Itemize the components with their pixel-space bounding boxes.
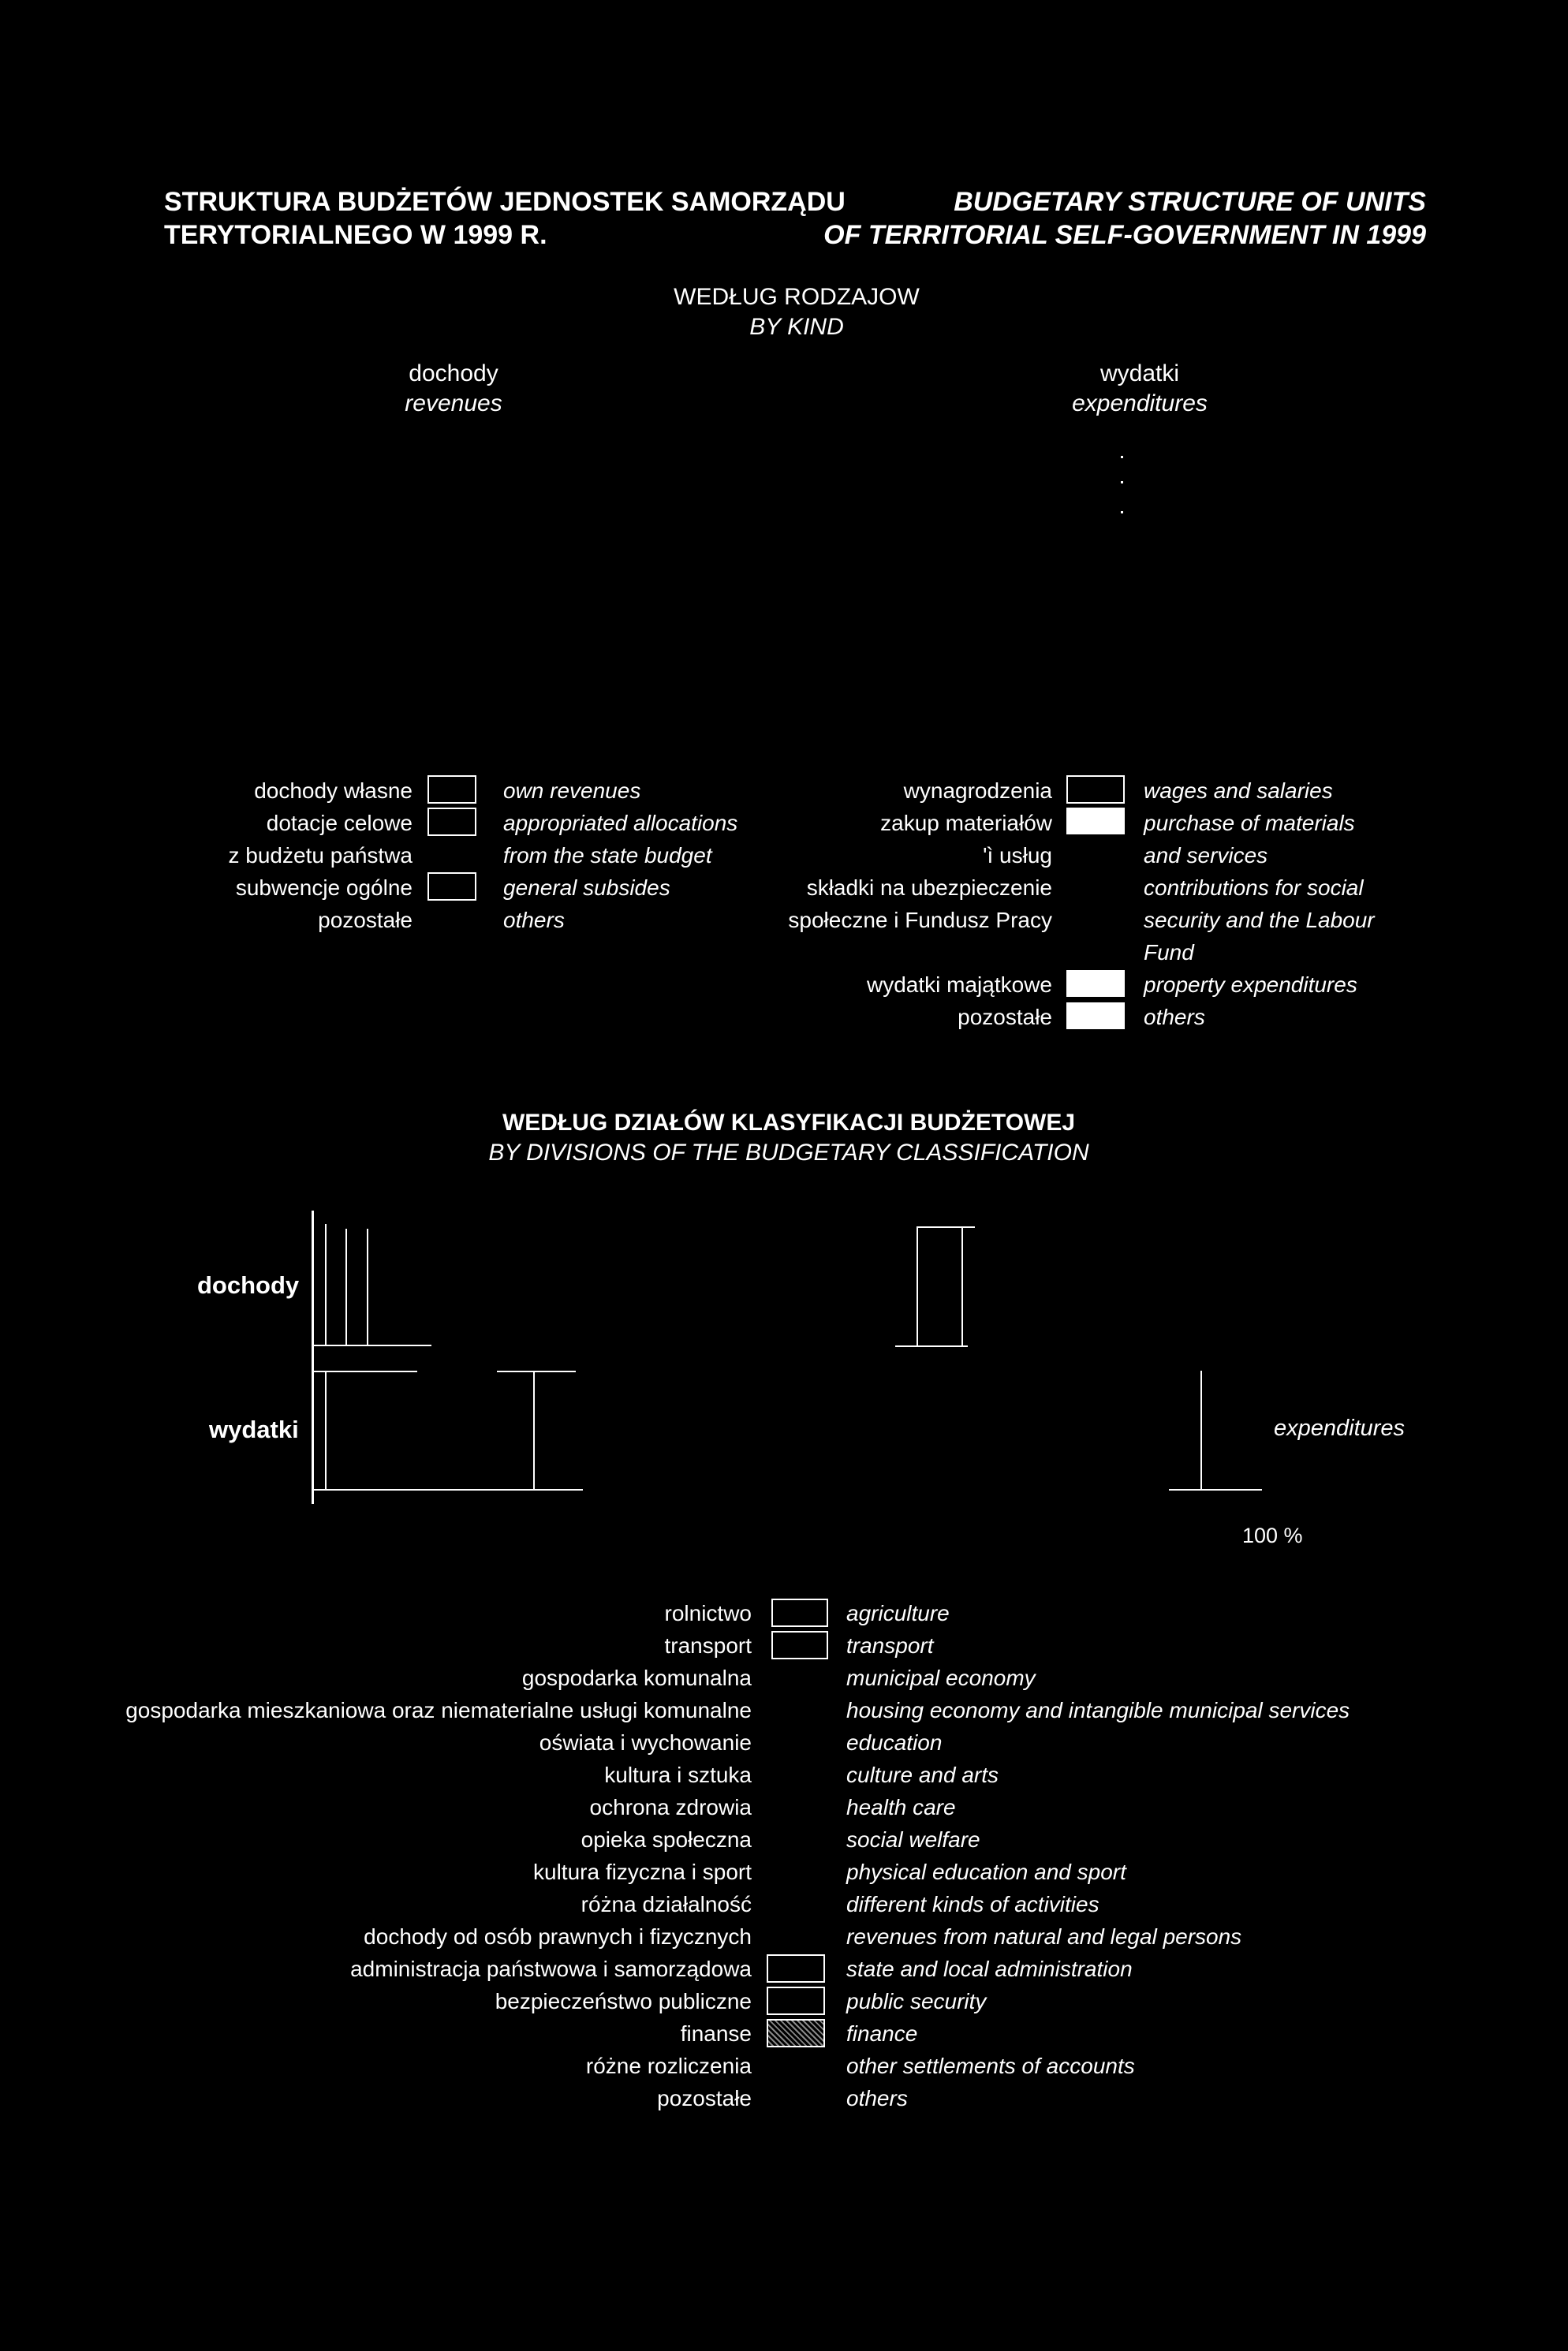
legend-item: purchase of materials <box>1144 811 1355 835</box>
legend-swatch-agriculture <box>771 1599 828 1627</box>
legend-item: zakup materiałów <box>880 811 1052 835</box>
legend-item: dotacje celowe <box>266 811 413 835</box>
legend-swatch-general-subsides <box>427 872 476 901</box>
legend-item: dochody własne <box>254 778 413 803</box>
legend-item: bezpieczeństwo publiczne <box>495 1989 752 2013</box>
bar-edge <box>533 1371 535 1491</box>
title-en-line-1: BUDGETARY STRUCTURE OF UNITS <box>954 187 1426 217</box>
legend-item: security and the Labour <box>1144 908 1375 932</box>
row-label-expenditures: wydatki <box>209 1416 299 1443</box>
bar-edge <box>1200 1371 1202 1491</box>
legend-item: general subsides <box>503 875 670 900</box>
legend-item: opieka społeczna <box>581 1827 752 1852</box>
legend-item: property expenditures <box>1144 972 1357 997</box>
legend-item: other settlements of accounts <box>846 2054 1135 2078</box>
legend-item: municipal economy <box>846 1666 1036 1690</box>
bar-bottom <box>313 1345 431 1346</box>
expenditure-kind-legend-en <box>1144 774 1375 1033</box>
legend-item: społeczne i Fundusz Pracy <box>788 908 1052 932</box>
legend-item: transport <box>846 1633 934 1658</box>
legend-item: physical education and sport <box>846 1860 1126 1884</box>
bar-top <box>497 1371 576 1372</box>
bar-edge <box>325 1371 327 1491</box>
legend-item: ochrona zdrowia <box>589 1795 752 1819</box>
legend-item: education <box>846 1730 943 1755</box>
expenditure-kind-legend-pl <box>788 774 1052 1033</box>
legend-item: pozostałe <box>657 2086 752 2110</box>
legend-swatch-wages <box>1066 775 1125 804</box>
legend-item: różne rozliczenia <box>585 2054 752 2078</box>
legend-item: others <box>503 908 565 932</box>
bar-edge <box>325 1224 327 1345</box>
legend-item: state and local administration <box>846 1957 1133 1981</box>
legend-item: different kinds of activities <box>846 1892 1099 1916</box>
legend-item <box>788 936 1052 968</box>
title-pl-line-1: STRUKTURA BUDŻETÓW JEDNOSTEK SAMORZĄDU <box>164 187 846 217</box>
legend-item: kultura i sztuka <box>604 1763 752 1787</box>
legend-item: social welfare <box>846 1827 980 1852</box>
legend-swatch-transport <box>771 1631 828 1659</box>
revenues-label-pl: dochody <box>409 360 498 386</box>
legend-swatch-appropriated-allocations <box>427 808 476 836</box>
revenue-kind-legend-en <box>503 774 737 936</box>
legend-item: składki na ubezpieczenie <box>806 875 1052 900</box>
legend-item: and services <box>1144 843 1268 868</box>
bar-top <box>917 1226 975 1228</box>
legend-item: wydatki majątkowe <box>867 972 1052 997</box>
legend-swatch-materials <box>1066 808 1125 834</box>
legend-item: pozostałe <box>318 908 413 932</box>
legend-item: finance <box>846 2021 918 2046</box>
expenditures-pie-label <box>1014 359 1266 419</box>
faint-mark <box>1121 481 1123 483</box>
divisions-legend-en <box>846 1597 1350 2114</box>
legend-swatch-administration <box>767 1954 825 1983</box>
legend-item: agriculture <box>846 1601 950 1625</box>
legend-item: contributions for social <box>1144 875 1364 900</box>
legend-item: revenues from natural and legal persons <box>846 1924 1242 1949</box>
legend-item: rolnictwo <box>664 1601 752 1625</box>
legend-swatch-own-revenues <box>427 775 476 804</box>
expenditures-label-en: expenditures <box>1072 390 1208 416</box>
bar-edge <box>917 1226 918 1346</box>
legend-item: Fund <box>1144 940 1194 965</box>
row-label-revenues: dochody <box>197 1271 300 1299</box>
title-en <box>823 185 1426 252</box>
by-kind-heading <box>631 282 962 342</box>
divisions-heading-pl: WEDŁUG DZIAŁÓW KLASYFIKACJI BUDŻETOWEJ <box>502 1110 1076 1136</box>
legend-item: others <box>846 2086 908 2110</box>
bar-top <box>313 1371 417 1372</box>
legend-item: wages and salaries <box>1144 778 1333 803</box>
revenues-pie-label <box>355 359 552 419</box>
legend-swatch-property <box>1066 970 1125 997</box>
revenues-label-en: revenues <box>405 390 502 416</box>
legend-item: administracja państwowa i samorządowa <box>350 1957 752 1981</box>
divisions-heading-en: BY DIVISIONS OF THE BUDGETARY CLASSIFICATION <box>488 1140 1089 1166</box>
legend-item: subwencje ogólne <box>235 875 413 900</box>
bar-bottom <box>1169 1489 1262 1491</box>
faint-mark <box>1121 456 1123 458</box>
by-kind-heading-pl: WEDŁUG RODZAJOW <box>674 284 920 310</box>
legend-item: różna działalność <box>581 1892 752 1916</box>
bar-edge <box>345 1229 347 1345</box>
title-en-line-2: OF TERRITORIAL SELF-GOVERNMENT IN 1999 <box>823 220 1426 250</box>
bar-left-edge <box>312 1211 314 1504</box>
legend-swatch-others <box>1066 1002 1125 1029</box>
legend-item: own revenues <box>503 778 641 803</box>
legend-item: 'ì usług <box>983 843 1052 868</box>
legend-item: appropriated allocations <box>503 811 738 835</box>
legend-item: others <box>1144 1005 1205 1029</box>
legend-swatch-finance <box>767 2019 825 2047</box>
legend-item: housing economy and intangible municipal services <box>846 1698 1350 1722</box>
faint-mark <box>1121 511 1123 513</box>
bar-bottom <box>313 1489 583 1491</box>
divisions-heading <box>394 1108 1183 1168</box>
legend-item: wynagrodzenia <box>903 778 1052 803</box>
revenue-kind-legend-pl <box>229 774 413 936</box>
legend-item: gospodarka komunalna <box>521 1666 752 1690</box>
legend-item: from the state budget <box>503 843 712 868</box>
bar-edge <box>961 1226 963 1346</box>
legend-item: health care <box>846 1795 956 1819</box>
bar-edge <box>367 1229 368 1345</box>
legend-item: z budżetu państwa <box>228 843 413 868</box>
legend-item: oświata i wychowanie <box>539 1730 752 1755</box>
bar-bottom <box>895 1345 968 1347</box>
divisions-legend-pl <box>125 1597 752 2114</box>
title-pl-line-2: TERYTORIALNEGO W 1999 R. <box>164 220 547 250</box>
expenditures-label-pl: wydatki <box>1099 360 1180 386</box>
legend-item: transport <box>664 1633 752 1658</box>
row-label-expenditures-en: expenditures <box>1274 1416 1406 1441</box>
legend-swatch-public-security <box>767 1987 825 2015</box>
legend-item: pozostałe <box>958 1005 1052 1029</box>
title-pl <box>164 185 846 252</box>
scale-label: 100 % <box>1242 1524 1303 1547</box>
legend-item: dochody od osób prawnych i fizycznych <box>364 1924 752 1949</box>
legend-item: kultura fizyczna i sport <box>533 1860 752 1884</box>
legend-item: public security <box>846 1989 987 2013</box>
by-kind-heading-en: BY KIND <box>749 314 844 340</box>
legend-item: gospodarka mieszkaniowa oraz niematerialne usługi komunalne <box>125 1698 752 1722</box>
legend-item: finanse <box>680 2021 752 2046</box>
legend-item: culture and arts <box>846 1763 999 1787</box>
